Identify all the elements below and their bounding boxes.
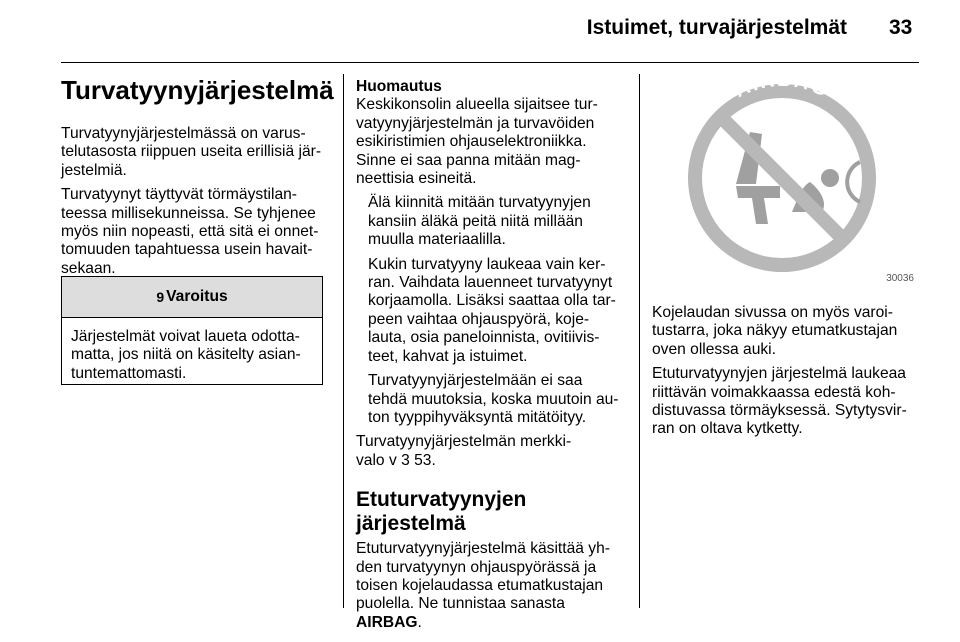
airbag-prohibition-icon: [652, 74, 920, 286]
airbag-warning-figure: [652, 74, 920, 286]
reference-arrow-icon: 3: [401, 451, 410, 469]
header-rule: [61, 62, 919, 63]
page-number: 33: [889, 16, 913, 39]
seat-cushion-icon: [736, 186, 780, 198]
note-paragraph: Kukin turvatyyny laukeaa vain ker- ran. Vaihdata lauenneet turvatyynyt korjaamolla. Lisäksi saattaa olla tar- peen vaihtaa ohjauspyörä, koje- lauta, osia paneloinnista, ovitiivis- teet, kahvat ja istuimet.: [368, 255, 616, 365]
column-divider-2: [639, 74, 640, 608]
paragraph: Etuturvatyynyjen järjestelmä laukeaa riittävän voimakkaassa edestä koh- distuvassa törmäyksessä. Sytytysvir- ran on oltava kytketty.: [652, 365, 907, 438]
warning-box: [61, 276, 323, 385]
warning-title: Varoitus: [166, 288, 228, 305]
column-3: [652, 304, 924, 445]
page-header-title: Istuimet, turvajärjestelmät: [586, 16, 847, 39]
note-indented-block: [356, 194, 628, 427]
note-paragraph: Turvatyynyjärjestelmään ei saa tehdä muutoksia, koska muutoin au- ton tyyppihyväksyntä mitätöityy.: [368, 372, 619, 426]
column-divider-1: [343, 74, 344, 608]
warning-header: [62, 277, 322, 318]
warning-triangle-icon: 9: [156, 289, 165, 305]
indicator-paragraph: [356, 433, 628, 470]
airbag-indicator-icon: v: [388, 451, 397, 469]
child-head-icon: [821, 169, 839, 187]
paragraph: Turvatyynyjärjestelmässä on varus- telutasosta riippuen useita erillisiä jär- jestelmiä.: [61, 125, 322, 179]
section-heading: Turvatyynyjärjestelmä: [61, 75, 334, 105]
airbag-arc-label: AIRBAG: [731, 74, 833, 103]
figure-number: 30036: [886, 273, 914, 284]
period: .: [417, 613, 422, 631]
front-airbag-text: Etuturvatyynyjärjestelmä käsittää yh- den turvatyynyn ohjauspyörässä ja toisen kojelaudassa etumatkustajan puolella. Ne tunnistaa sanasta: [356, 540, 610, 613]
paragraph: [356, 540, 628, 632]
airbag-word: AIRBAG: [356, 613, 418, 631]
note-paragraph: Älä kiinnitä mitään turvatyynyjen kansiin äläkä peitä niitä millään muulla materiaalilla.: [368, 194, 591, 249]
subsection-heading: Etuturvatyynyjen järjestelmä: [356, 488, 527, 536]
reference-page: 53.: [414, 451, 436, 469]
indicator-text: Turvatyynyjärjestelmän merkki- valo: [356, 433, 572, 469]
note-paragraph: Keskikonsolin alueella sijaitsee tur- vatyynyjärjestelmän ja turvavöiden esikiristimien ohjauselektroniikka. Sinne ei saa panna mitään mag- neettisia esineitä.: [356, 96, 598, 188]
paragraph: Turvatyynyt täyttyvät törmäystilan- teessa millisekunneissa. Se tyhjenee myös niin nopeasti, että sitä ei onnet- tomuuden tapahtuessa usein havait- sekaan.: [61, 186, 319, 277]
note-label: Huomautus: [356, 78, 442, 95]
warning-text: Järjestelmät voivat laueta odotta- matta, jos niitä on käsitelty asian- tuntemattomasti.: [71, 328, 301, 382]
column-2: [356, 78, 628, 638]
column-1: [61, 74, 334, 284]
paragraph: Kojelaudan sivussa on myös varoi- tustarra, joka näkyy etumatkustajan oven ollessa auki.: [652, 304, 898, 358]
